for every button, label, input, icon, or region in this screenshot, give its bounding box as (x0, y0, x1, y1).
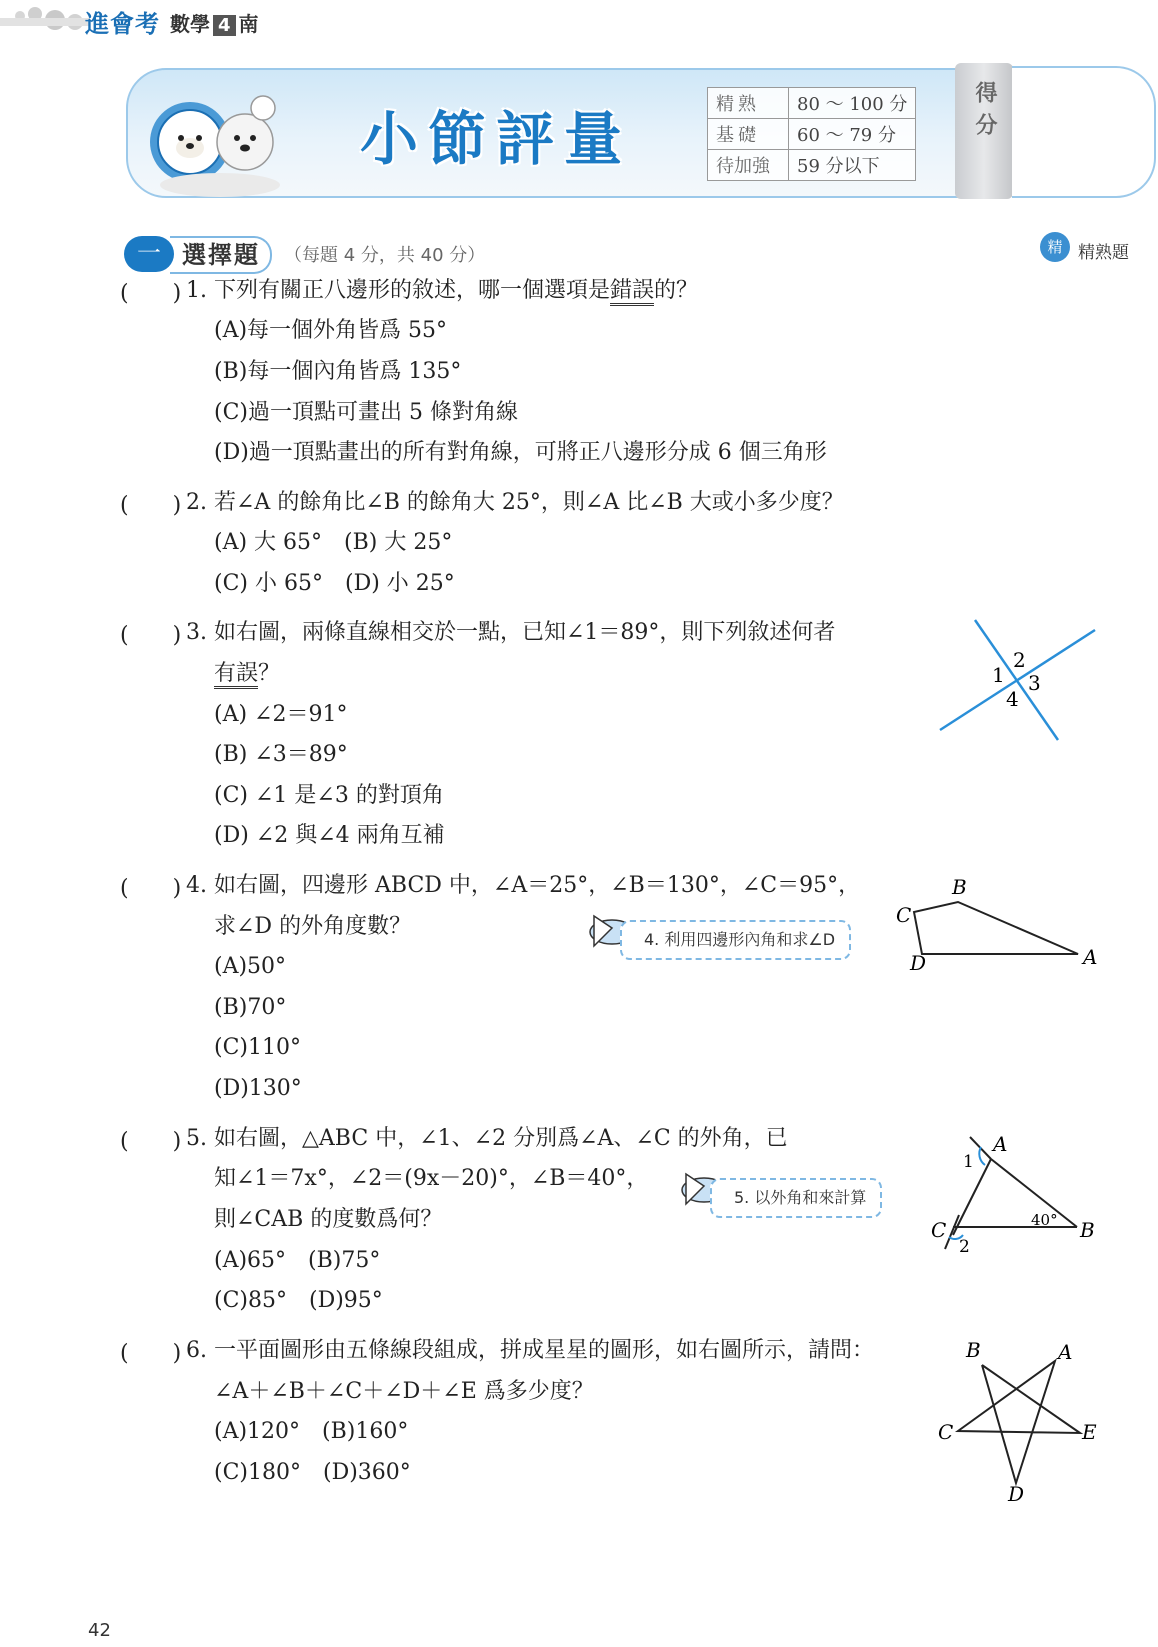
grade-label: 待加強 (708, 150, 789, 181)
hint-box: 4. 利用四邊形內角和求∠D (620, 920, 851, 960)
option-c[interactable]: (C)過一頂點可畫出 5 條對角線 (214, 400, 518, 425)
section-scoring-note: （每題 4 分，共 40 分） (284, 245, 486, 266)
label-4: 4 (1006, 687, 1019, 711)
triangle-figure (925, 1125, 1105, 1260)
label-A: A (1058, 1340, 1073, 1364)
intersecting-lines-figure (930, 612, 1105, 752)
options-row-2[interactable]: (C) 小 65° (D) 小 25° (214, 571, 455, 596)
emphasis-mark: 有誤 (214, 661, 258, 689)
options-row-1[interactable]: (A)65° (B)75° (214, 1248, 381, 1273)
question-number: 4. (186, 873, 207, 898)
answer-blank[interactable]: ( ) (120, 1129, 182, 1154)
question-5-stem-cont: 知∠1＝7x°，∠2＝(9x－20)°，∠B＝40°， (214, 1166, 649, 1191)
option-c[interactable]: (C) ∠1 是∠3 的對頂角 (214, 783, 444, 808)
label-A: A (1083, 945, 1098, 969)
header-decoration (0, 0, 90, 40)
grade-row (708, 119, 916, 150)
option-a[interactable]: (A)50° (214, 954, 287, 979)
options-row-1[interactable]: (A) 大 65° (B) 大 25° (214, 530, 453, 555)
question-5-stem (186, 1124, 788, 1154)
question-6-stem-cont: ∠A＋∠B＋∠C＋∠D＋∠E 爲多少度？ (214, 1379, 594, 1404)
grade-range: 60 ～ 79 分 (789, 119, 916, 150)
option-a[interactable]: (A)每一個外角皆爲 55° (214, 318, 448, 343)
grade-row (708, 150, 916, 181)
grade-range: 59 分以下 (789, 150, 916, 181)
score-label-tab (955, 63, 1013, 199)
answer-blank[interactable]: ( ) (120, 281, 182, 306)
page-number: 42 (88, 1620, 111, 1641)
question-5-stem-cont2: 則∠CAB 的度數爲何？ (214, 1207, 443, 1232)
stem-text: 如右圖，四邊形 ABCD 中，∠A＝25°，∠B＝130°，∠C＝95°， (214, 873, 861, 898)
stem-text: 一平面圖形由五條線段組成，拼成星星的圖形，如右圖所示，請問： (214, 1338, 875, 1363)
label-B: B (966, 1338, 981, 1362)
answer-blank[interactable]: ( ) (120, 876, 182, 901)
question-3-stem-cont (214, 659, 280, 689)
label-B: B (1080, 1218, 1095, 1242)
option-b[interactable]: (B)70° (214, 995, 287, 1020)
mascot-icon (145, 90, 295, 200)
question-6-stem (186, 1336, 874, 1366)
subject-title (170, 8, 259, 37)
question-number: 2. (186, 490, 207, 515)
stem-text: 若∠A 的餘角比∠B 的餘角大 25°，則∠A 比∠B 大或小多少度？ (214, 490, 844, 515)
label-1: 1 (992, 663, 1005, 687)
option-d[interactable]: (D)過一頂點畫出的所有對角線，可將正八邊形分成 6 個三角形 (214, 440, 827, 465)
answer-blank[interactable]: ( ) (120, 623, 182, 648)
label-D: D (910, 951, 927, 972)
question-1-stem (186, 276, 698, 306)
label-40deg: 40° (1031, 1211, 1058, 1229)
line-2 (940, 630, 1095, 730)
grade-range: 80 ～ 100 分 (789, 88, 916, 119)
mastery-badge-label: 精熟題 (1078, 243, 1129, 263)
stem-text: 如右圖，△ABC 中，∠1、∠2 分別爲∠A、∠C 的外角，已 (214, 1126, 788, 1151)
question-number: 3. (186, 620, 207, 645)
label-E: E (1082, 1420, 1097, 1444)
score-label: 得分 (972, 81, 997, 145)
options-row-2[interactable]: (C)180° (D)360° (214, 1460, 411, 1485)
label-B: B (952, 875, 967, 899)
grade-label: 基礎 (708, 119, 789, 150)
grade-table (707, 87, 916, 181)
label-3: 3 (1028, 671, 1041, 695)
stem-text: 如右圖，兩條直線相交於一點，已知∠1＝89°，則下列敘述何者 (214, 620, 836, 645)
option-d[interactable]: (D) ∠2 與∠4 兩角互補 (214, 823, 445, 848)
label-2: 2 (1013, 648, 1026, 672)
label-D: D (1008, 1482, 1025, 1505)
label-C: C (938, 1420, 954, 1444)
hint-box: 5. 以外角和來計算 (710, 1178, 882, 1218)
emphasis-mark: 錯誤 (610, 278, 654, 306)
subject-suffix: 南 (238, 12, 259, 36)
question-3-stem (186, 618, 835, 648)
section-title: 選擇題 (170, 236, 272, 274)
stem-text: 下列有關正八邊形的敘述，哪一個選項是 (214, 278, 611, 303)
section-number-badge: 一 (124, 236, 174, 272)
label-C: C (896, 903, 912, 927)
subject-prefix: 數學 (170, 12, 210, 36)
star-figure (930, 1335, 1105, 1505)
question-2-stem (186, 488, 844, 518)
section-banner-title: 小節評量 (360, 105, 633, 173)
option-d[interactable]: (D)130° (214, 1076, 302, 1101)
question-4-stem-cont: 求∠D 的外角度數？ (214, 914, 412, 939)
answer-blank[interactable]: ( ) (120, 493, 182, 518)
question-4-stem (186, 871, 860, 901)
label-C: C (931, 1218, 947, 1242)
question-number: 5. (186, 1126, 207, 1151)
brand-logo: 進會考 (85, 10, 160, 38)
option-b[interactable]: (B)每一個內角皆爲 135° (214, 359, 462, 384)
volume-badge: 4 (213, 15, 236, 36)
option-b[interactable]: (B) ∠3＝89° (214, 742, 348, 767)
question-number: 1. (186, 278, 207, 303)
question-number: 6. (186, 1338, 207, 1363)
score-input-box[interactable] (1012, 66, 1156, 198)
label-A: A (993, 1132, 1008, 1156)
option-a[interactable]: (A) ∠2＝91° (214, 702, 348, 727)
grade-row (708, 88, 916, 119)
options-row-2[interactable]: (C)85° (D)95° (214, 1288, 383, 1313)
label-2: 2 (959, 1237, 970, 1257)
stem-text: 的？ (654, 278, 699, 303)
mastery-badge-icon: 精 (1040, 232, 1070, 262)
label-1: 1 (963, 1152, 974, 1172)
option-c[interactable]: (C)110° (214, 1035, 301, 1060)
options-row-1[interactable]: (A)120° (B)160° (214, 1419, 409, 1444)
quadrilateral-figure (890, 872, 1105, 972)
stem-text: ？ (258, 661, 281, 686)
grade-label: 精熟 (708, 88, 789, 119)
answer-blank[interactable]: ( ) (120, 1341, 182, 1366)
